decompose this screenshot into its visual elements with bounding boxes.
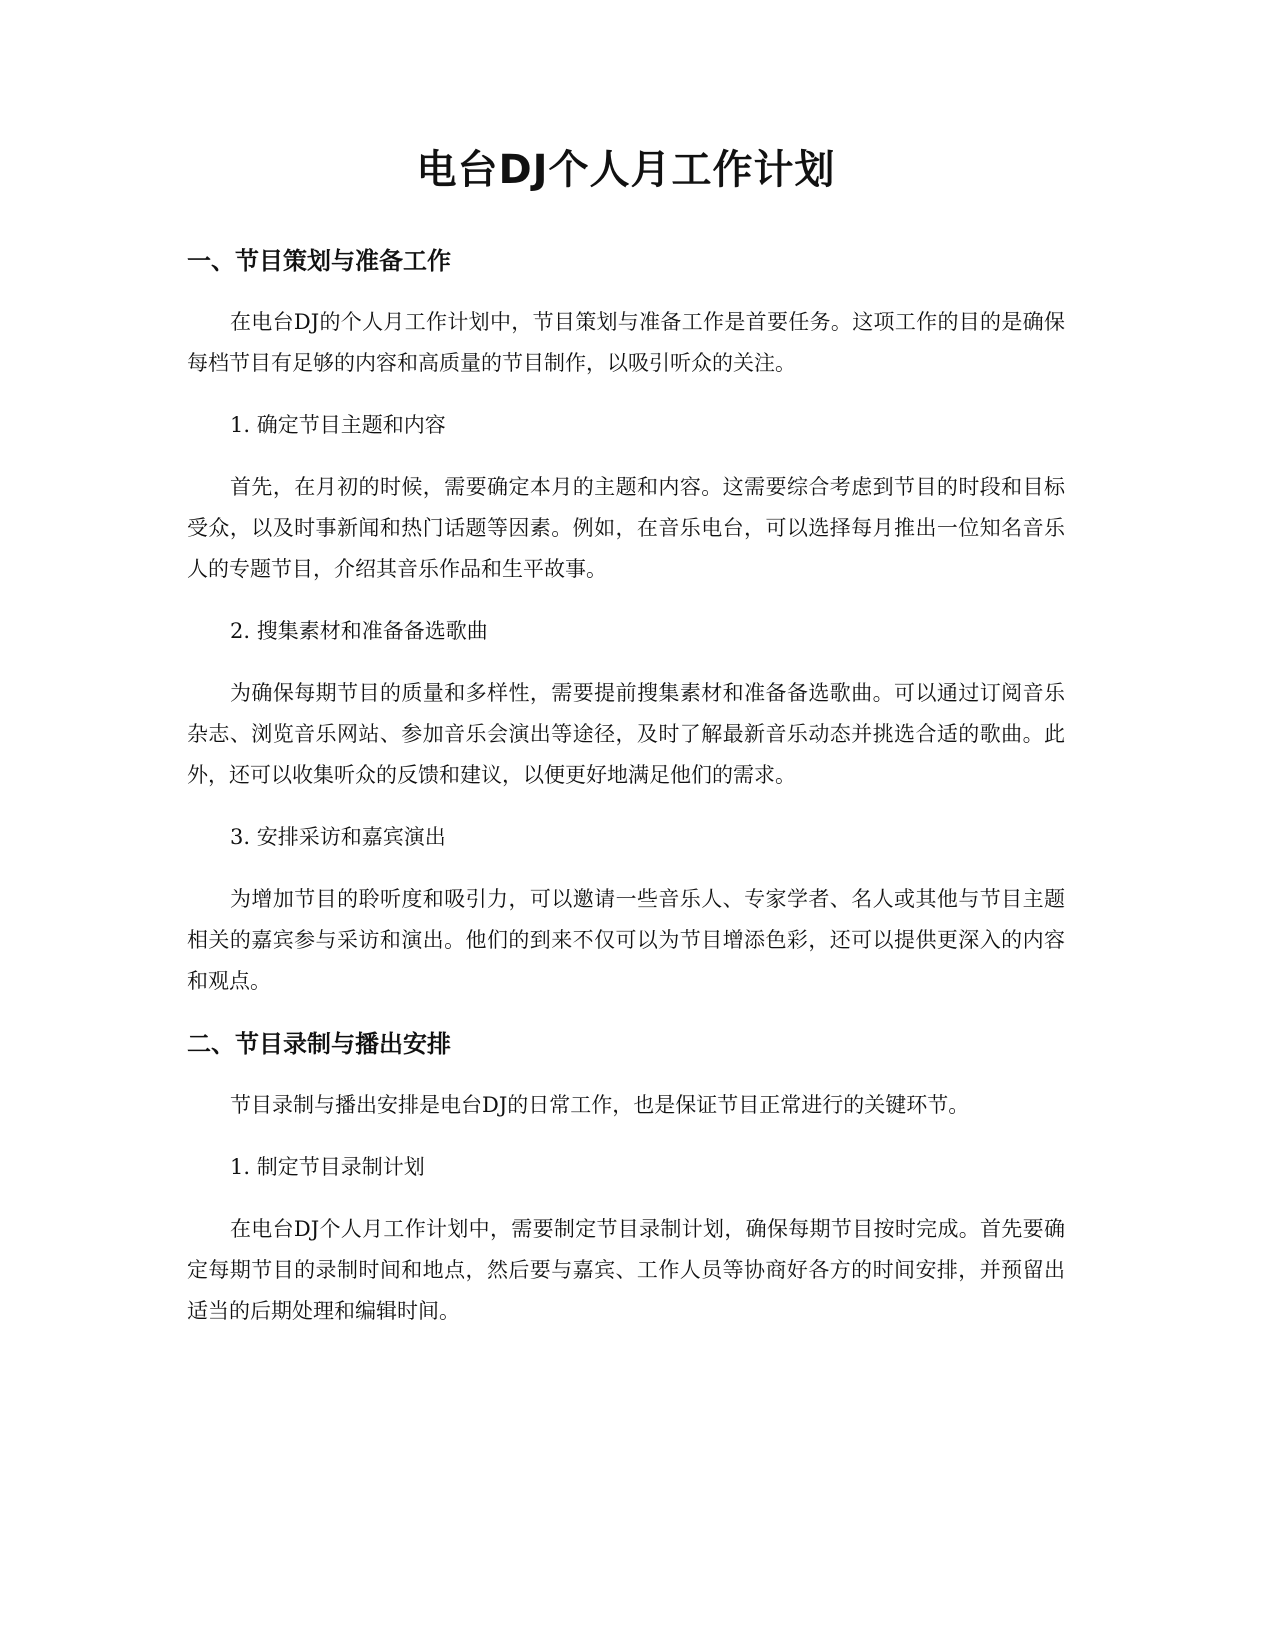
section-recording: [187, 1023, 1065, 1332]
item-body: 首先，在月初的时候，需要确定本月的主题和内容。这需要综合考虑到节目的时段和目标受众，以及时事新闻和热门话题等因素。例如，在音乐电台，可以选择每月推出一位知名音乐人的专题节目，介绍其音乐作品和生平故事。: [187, 475, 1065, 581]
item-body: 为确保每期节目的质量和多样性，需要提前搜集素材和准备备选歌曲。可以通过订阅音乐杂志、浏览音乐网站、参加音乐会演出等途径，及时了解最新音乐动态并挑选合适的歌曲。此外，还可以收集听众的反馈和建议，以便更好地满足他们的需求。: [187, 681, 1065, 787]
section-heading: 一、节目策划与准备工作: [187, 247, 451, 275]
section-planning: [187, 240, 1065, 1002]
document-title: 电台DJ个人月工作计划: [416, 147, 836, 193]
section-intro: 节目录制与播出安排是电台DJ的日常工作，也是保证节目正常进行的关键环节。: [230, 1093, 970, 1117]
item-heading: 1. 制定节目录制计划: [230, 1155, 425, 1179]
item-body: 在电台DJ个人月工作计划中，需要制定节目录制计划，确保每期节目按时完成。首先要确定每期节目的录制时间和地点，然后要与嘉宾、工作人员等协商好各方的时间安排，并预留出适当的后期处理和编辑时间。: [187, 1217, 1065, 1323]
item-heading: 2. 搜集素材和准备备选歌曲: [230, 619, 488, 643]
section-heading: 二、节目录制与播出安排: [187, 1030, 451, 1058]
section-intro: 在电台DJ的个人月工作计划中，节目策划与准备工作是首要任务。这项工作的目的是确保每档节目有足够的内容和高质量的节目制作，以吸引听众的关注。: [187, 310, 1065, 375]
item-body: 为增加节目的聆听度和吸引力，可以邀请一些音乐人、专家学者、名人或其他与节目主题相关的嘉宾参与采访和演出。他们的到来不仅可以为节目增添色彩，还可以提供更深入的内容和观点。: [187, 887, 1065, 993]
item-heading: 3. 安排采访和嘉宾演出: [230, 825, 446, 849]
item-heading: 1. 确定节目主题和内容: [230, 413, 446, 437]
